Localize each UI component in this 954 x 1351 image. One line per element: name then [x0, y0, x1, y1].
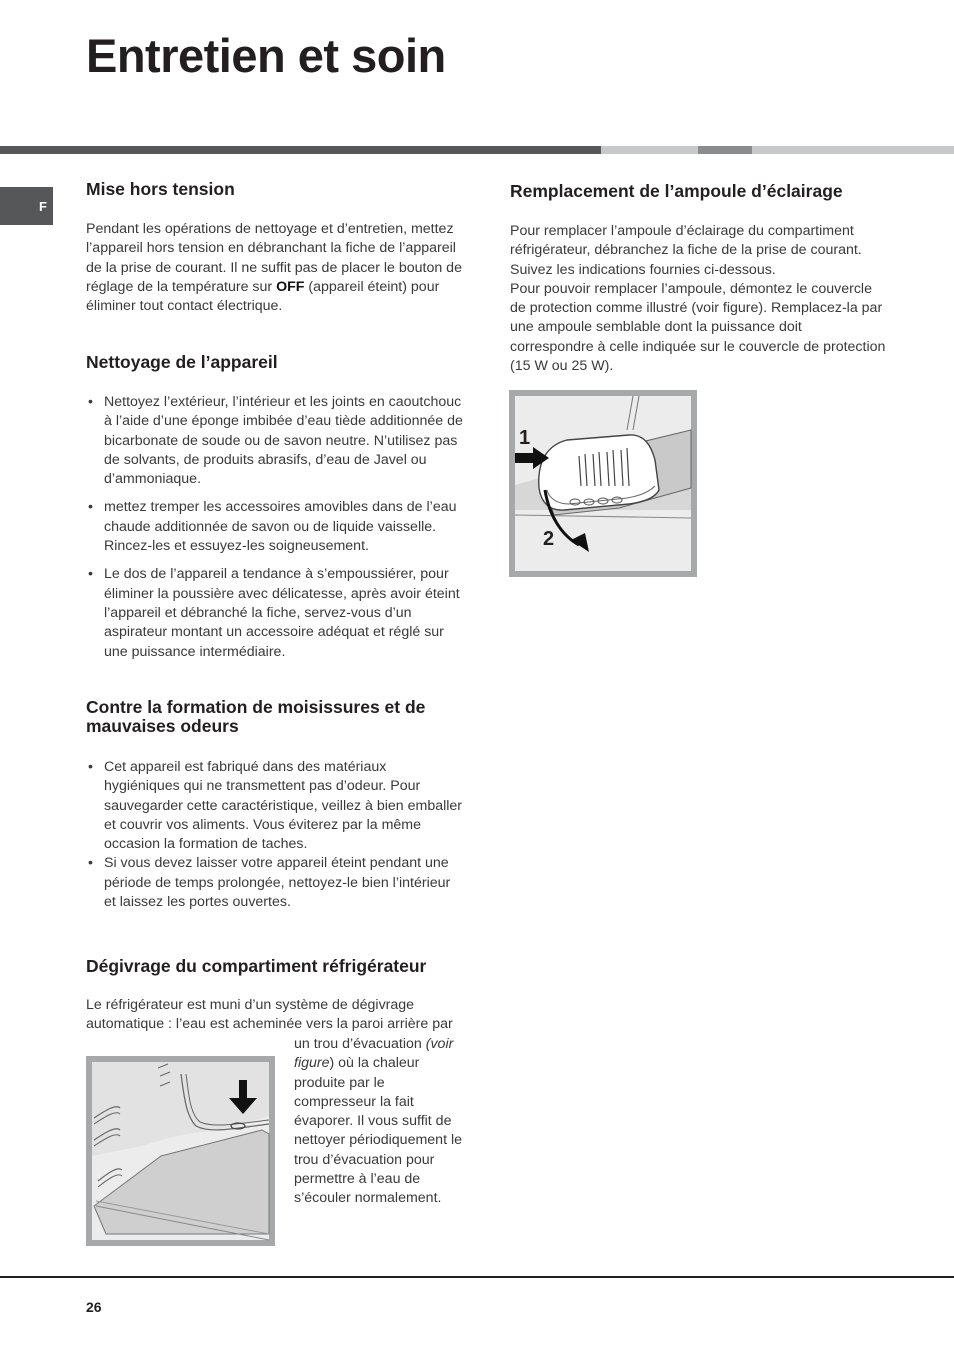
section-heading-mise-hors-tension: Mise hors tension: [86, 179, 235, 199]
list-item: • mettez tremper les accessoires amovibles dans de l’eau chaude additionnée de savon ou de liquide vaisselle. Rincez-les et essuyez-les soigneusement.: [86, 498, 464, 556]
footer-rule: [0, 1276, 954, 1278]
paragraph-ampoule: Pour remplacer l’ampoule d’éclairage du compartiment réfrigérateur, débranchez la fiche de la prise de courant. Suivez les indications fournies ci-dessous. Pour pouvoir remplacer l’ampoule, démontez le couvercle de protection comme illustré (voir figure). Remplacez-la par une ampoule semblable dont la puissance doit correspondre à celle indiquée sur le couvercle de protection (15 W ou 25 W).: [510, 223, 886, 375]
bulb-cover-figure: [509, 390, 697, 577]
page-title: Entretien et soin: [86, 29, 446, 82]
degivrage-side-text-end: ) où la chaleur produite par le compresseur la fait évaporer. Il vous suffit de nettoyer périodiquement le trou d’évacuation pour permettre à l’eau de s’écouler normalement.: [294, 1055, 462, 1207]
list-item: • Nettoyez l’extérieur, l’intérieur et les joints en caoutchouc à l’aide d’une éponge imbibée d’eau tiède additionnée de bicarbonate de soude ou de savon neutre. N’utilisez pas de solvants, de produits abrasifs, d’eau de Javel ou d’ammoniaque.: [86, 393, 464, 489]
section-heading-nettoyage: Nettoyage de l’appareil: [86, 352, 278, 372]
figure-step-label: 1: [519, 427, 531, 449]
defrost-drain-figure: [86, 1056, 275, 1246]
paragraph-degivrage: Le réfrigérateur est muni d’un système de dégivrage automatique : l’eau est acheminée vers la paroi arrière par: [86, 997, 453, 1033]
list-item: • Le dos de l’appareil a tendance à s’empoussiérer, pour éliminer la poussière avec délicatesse, après avoir éteint l’appareil et débranché la fiche, servez-vous d’un aspirateur montant un accessoire adéquat et réglé sur une puissance intermédiaire.: [86, 565, 464, 661]
mise-hors-tension-text: Pendant les opérations de nettoyage et d’entretien, mettez l’appareil hors tension en débranchant la fiche de l’appareil de la prise de courant. Il ne suffit pas de placer le bouton de réglage de la température sur: [86, 221, 462, 295]
section-heading-degivrage: Dégivrage du compartiment réfrigérateur: [86, 956, 427, 976]
list-item: • Cet appareil est fabriqué dans des matériaux hygiéniques qui ne transmettent pas d’odeur. Pour sauvegarder cette caractéristique, veillez à bien emballer et couvrir vos aliments. Vous éviterez par la même occasion la formation de taches.: [86, 758, 464, 854]
header-rule-light: [601, 146, 698, 154]
paragraph-mise-hors-tension: [86, 220, 464, 316]
degivrage-figure-ref: (voir figure: [294, 1036, 454, 1072]
paragraph-degivrage-side: [294, 1035, 466, 1209]
header-rule-dark: [0, 146, 601, 154]
nettoyage-list: [86, 393, 464, 662]
degivrage-side-text: un trou d’évacuation: [294, 1036, 426, 1052]
language-tab-label: F: [39, 199, 47, 214]
language-tab: [0, 187, 53, 225]
moisissures-list: [86, 758, 464, 912]
bulb-cover-illustration: [509, 390, 697, 577]
header-rule-light-end: [752, 146, 954, 154]
off-label: OFF: [276, 278, 305, 295]
header-rule-mid: [698, 146, 752, 154]
page-number: 26: [86, 1299, 102, 1315]
section-heading-moisissures: Contre la formation de moisissures et de mauvaises odeurs: [86, 697, 426, 736]
mise-hors-tension-text-end: (appareil éteint) pour éliminer tout contact électrique.: [86, 278, 440, 315]
figure-step-label: 2: [543, 528, 555, 550]
list-item: • Si vous devez laisser votre appareil éteint pendant une période de temps prolongée, nettoyez-le bien l’intérieur et laissez les portes ouvertes.: [86, 854, 464, 912]
section-heading-ampoule: Remplacement de l’ampoule d’éclairage: [510, 181, 843, 201]
